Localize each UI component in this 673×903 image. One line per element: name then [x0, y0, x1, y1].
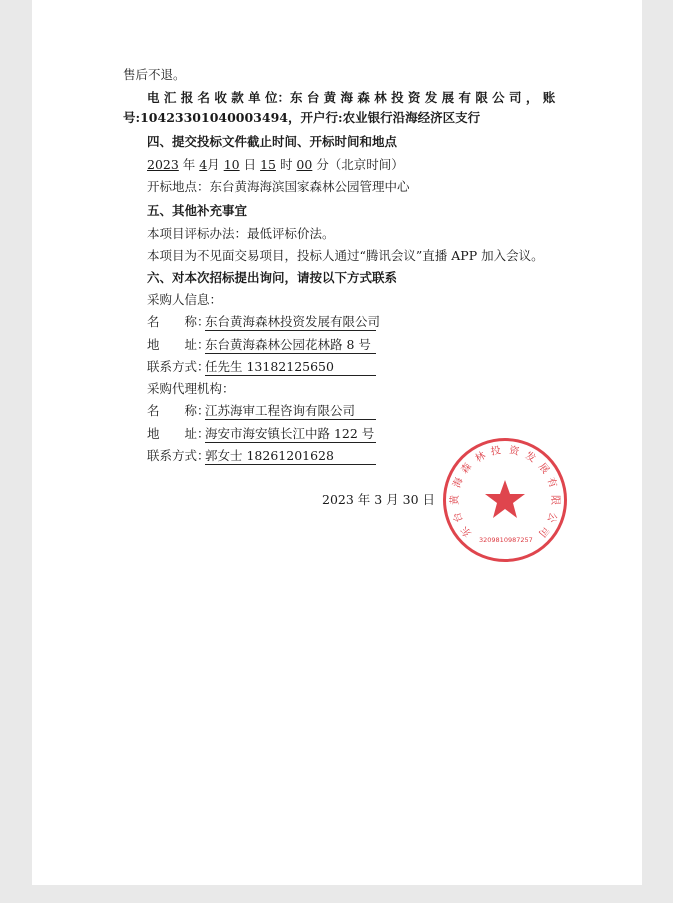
- label: 名 称：: [147, 403, 210, 418]
- value: 江苏海审工程咨询有限公司: [205, 403, 376, 420]
- agency-contact-row: [147, 448, 376, 465]
- account-line: 号:10423301040003494，开户行:农业银行沿海经济区支行: [123, 110, 481, 125]
- seal-char: 限: [549, 495, 560, 505]
- hour: 15: [260, 157, 276, 172]
- seal-char: 展: [535, 460, 551, 476]
- company-seal-stamp: [443, 438, 567, 562]
- label: 地 址：: [147, 337, 210, 352]
- seal-char: 公: [544, 510, 559, 524]
- section-heading-6: 六、对本次招标提出询问，请按以下方式联系: [147, 270, 398, 285]
- place-line: 开标地点：东台黄海海滨国家森林公园管理中心: [147, 179, 410, 194]
- t: 日: [239, 157, 261, 172]
- purchaser-addr-row: [147, 337, 376, 354]
- value: 任先生 13182125650: [205, 359, 376, 376]
- seal-char: 黄: [450, 495, 461, 505]
- seal-char: 司: [535, 524, 551, 540]
- signature-date: 2023 年 3 月 30 日: [322, 492, 436, 507]
- value: 郭女士 18261201628: [205, 448, 376, 465]
- seal-char: 发: [522, 449, 537, 465]
- payee-line: 电 汇 报 名 收 款 单 位：东 台 黄 海 森 林 投 资 发 展 有 限 公 司 ， 账: [147, 90, 556, 105]
- label: 联系方式：: [147, 359, 210, 374]
- section-heading-4: 四、提交投标文件截止时间、开标时间和地点: [147, 134, 398, 149]
- month: 4: [199, 157, 208, 172]
- seal-char: 有: [544, 476, 559, 490]
- agency-name-row: [147, 403, 376, 420]
- minute: 00: [296, 157, 313, 172]
- label: 名 称：: [147, 314, 210, 329]
- seal-char: 森: [459, 460, 475, 476]
- t: 月: [207, 157, 224, 172]
- seal-char: 林: [473, 449, 488, 465]
- seal-char: 资: [507, 444, 520, 458]
- agency-addr-row: [147, 426, 376, 443]
- t: 分（北京时间）: [312, 157, 404, 172]
- label: 联系方式：: [147, 448, 210, 463]
- label: 地 址：: [147, 426, 210, 441]
- seal-char: 投: [490, 444, 503, 458]
- agency-heading: 采购代理机构：: [147, 381, 235, 396]
- text-line: 售后不退。: [123, 67, 186, 82]
- t: 年: [178, 157, 200, 172]
- purchaser-contact-row: [147, 359, 376, 376]
- seal-char: 台: [451, 510, 466, 524]
- section-heading-5: 五、其他补充事宜: [147, 203, 248, 218]
- value: 东台黄海森林公园花林路 8 号: [205, 337, 376, 354]
- seal-char: 海: [451, 476, 466, 490]
- year: 2023: [147, 157, 179, 172]
- remote-line: 本项目为不见面交易项目，投标人通过“腾讯会议”直播 APP 加入会议。: [147, 248, 544, 263]
- t: 时: [275, 157, 297, 172]
- purchaser-heading: 采购人信息：: [147, 292, 223, 307]
- value: 东台黄海森林投资发展有限公司: [205, 314, 381, 329]
- eval-line: 本项目评标办法：最低评标价法。: [147, 226, 335, 241]
- seal-code: 3209810987257: [479, 536, 533, 544]
- deadline-line: [147, 157, 404, 173]
- purchaser-name-row: [147, 314, 381, 331]
- day: 10: [223, 157, 240, 172]
- seal-char: 东: [459, 524, 475, 540]
- value: 海安市海安镇长江中路 122 号: [205, 426, 375, 441]
